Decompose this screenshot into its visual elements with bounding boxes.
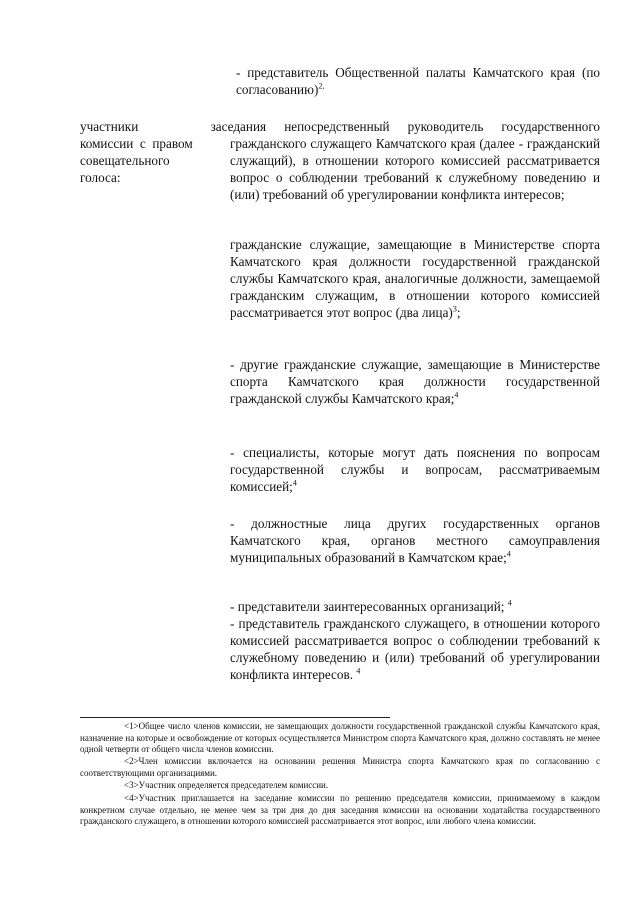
list-item: - должностные лица других государственных органов Камчатского края, органов местного самоуправления муниципальных образований в Камчатском крае;$^4$	[230, 516, 600, 565]
footnote-ref: 4	[454, 390, 459, 400]
footnote-ref: 2,	[318, 81, 325, 91]
footnote-ref: 4	[356, 666, 361, 676]
list-item: - специалисты, которые могут дать пояснения по вопросам государственной службы и вопросам, рассматриваемым комиссией;$^4$	[230, 445, 600, 494]
participants-label-word: участники заседания	[80, 119, 267, 134]
list-item: - представитель гражданского служащего, в отношении которого комиссией рассматривается вопрос о соблюдении требований к служебному поведению и (или) требований об урегулировании конфликта интересов. $^4$	[230, 616, 600, 682]
footnote-4: <4>Участник приглашается на заседание комиссии по решению председателя комиссии, принимаемому в каждом конкретном случае отдельно, не менее чем за три дня до дня заседания комиссии на основании ходатайства государственного гражданского служащего, в отношении которого комиссией рассматривается этот вопрос, или любого члена комиссии.	[80, 793, 600, 826]
list-item: гражданские служащие, замещающие в Министерстве спорта Камчатского края должности государственной гражданской службы Камчатского края, аналогичные должности, замещаемой гражданским служащим, в отношении которого комиссией рассматривается этот вопрос (два лица)$^3$;	[230, 237, 600, 320]
footnote-ref: 4	[507, 598, 512, 608]
footnote-2: <2>Член комиссии включается на основании решения Министра спорта Камчатского края по согласованию с соответствующими организациями.	[80, 756, 600, 778]
footnote-ref: 4	[292, 478, 297, 488]
participants-first-line-text: непосредственный руководитель государственного	[284, 119, 601, 134]
list-item: - представители заинтересованных организаций; $^4$	[230, 598, 512, 614]
participants-first-line	[80, 118, 600, 135]
top-item	[236, 64, 600, 98]
footnote-ref: 4	[506, 549, 511, 559]
footnote-divider	[80, 717, 390, 718]
list-item: - другие гражданские служащие, замещающие в Министерстве спорта Камчатского края должности государственной гражданской службы Камчатского края;$^4$	[230, 357, 600, 406]
footnote-ref: 3	[452, 304, 457, 314]
participants-label: комиссии с правом совещательного голоса:	[80, 136, 193, 185]
footnote-1: <1>Общее число членов комиссии, не замещающих должности государственной гражданской службы Камчатского края, назначение на которые и освобождение от которых осуществляется Министром спорта Камчатского края, должно составлять не менее одной четверти от общего числа членов комиссии.	[80, 721, 600, 754]
participants-text: гражданского служащего Камчатского края (далее - гражданский служащий), в отношении которого комиссией рассматривается вопрос о соблюдении требований к служебному поведению и (или) требований об урегулировании конфликта интересов;	[230, 136, 600, 202]
participants-description	[230, 135, 600, 203]
top-item-text: - представитель Общественной палаты Камчатского края (по согласованию)	[236, 65, 600, 97]
footnote-3: <3>Участник определяется председателем комиссии.	[124, 780, 329, 790]
